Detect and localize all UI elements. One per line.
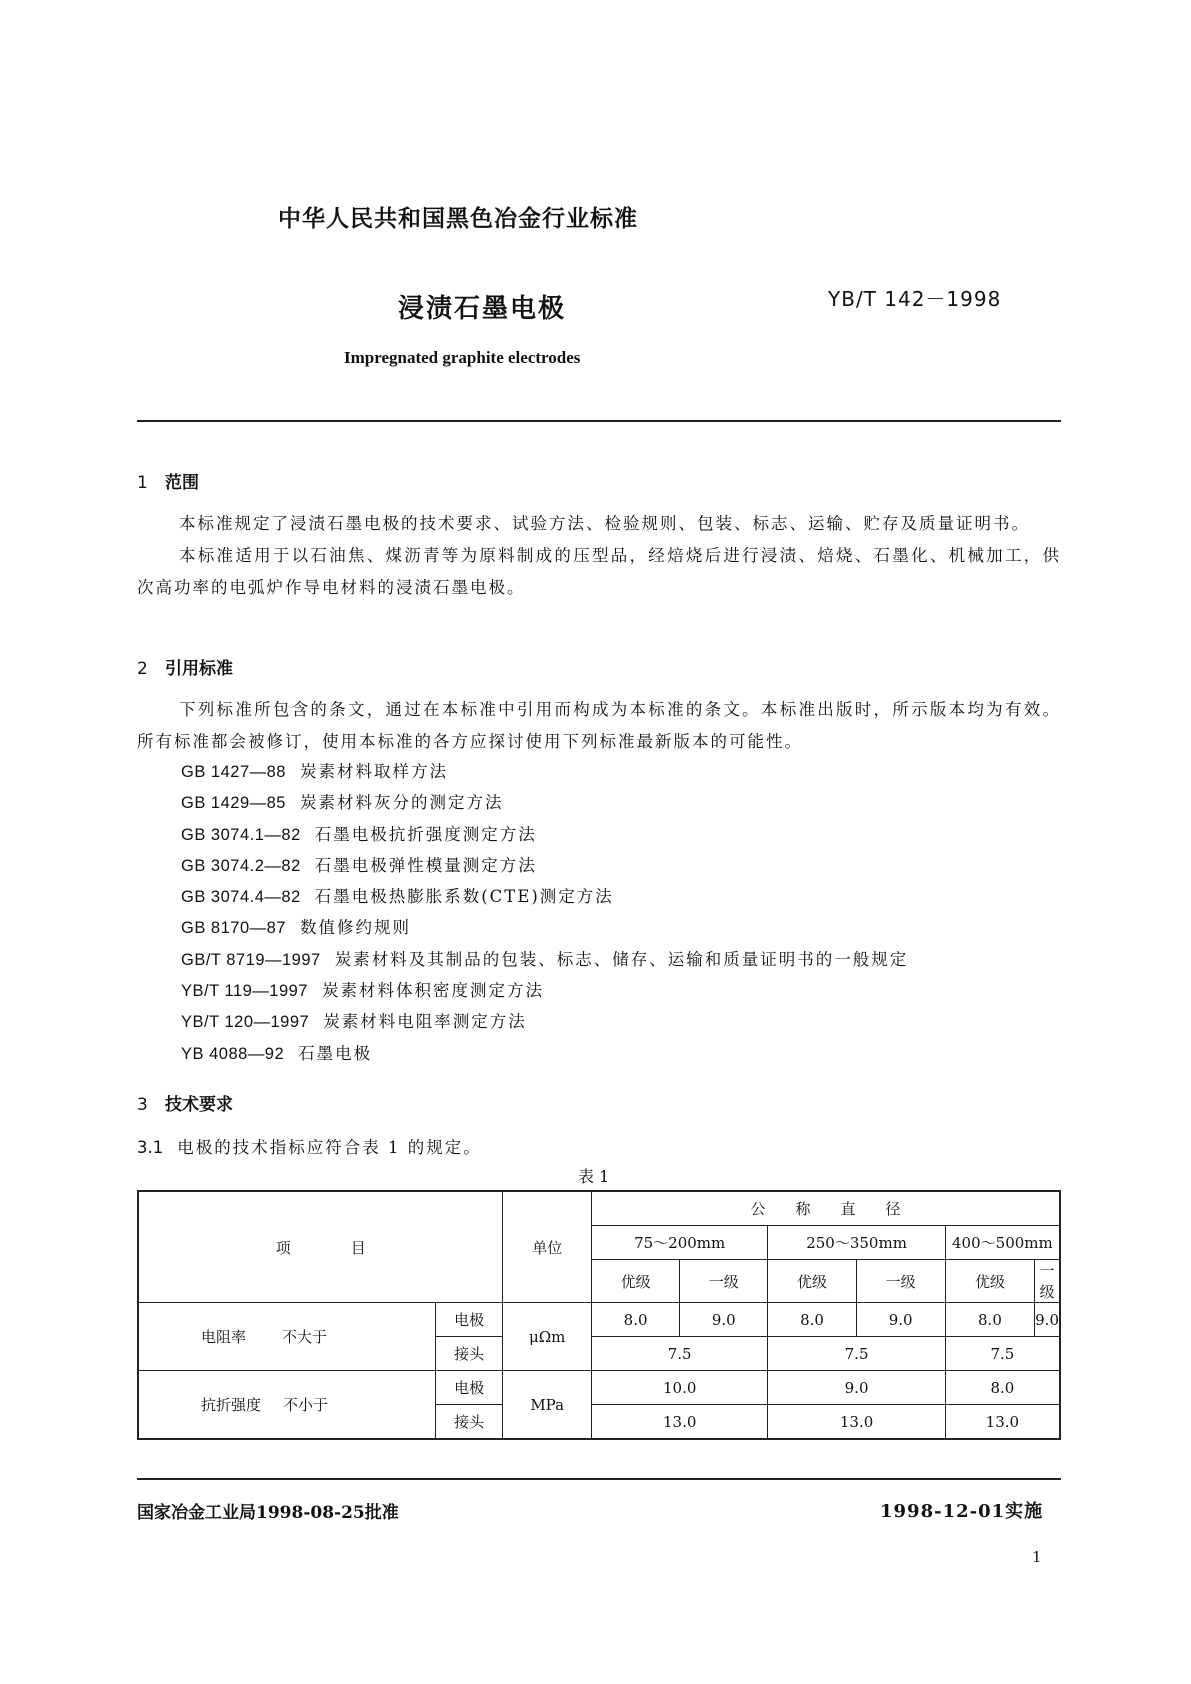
flexural-label [138, 1371, 435, 1440]
value-cell: 13.0 [768, 1405, 945, 1440]
table-row [138, 1303, 1060, 1337]
reference-item [181, 1006, 908, 1037]
grade-header: 优级 [945, 1260, 1034, 1303]
reference-title: 炭素材料电阻率测定方法 [323, 1012, 527, 1032]
value-cell: 8.0 [945, 1371, 1060, 1405]
unit-header: 单位 [503, 1191, 592, 1303]
section-number: 3 [137, 1095, 148, 1115]
value-cell: 10.0 [591, 1371, 767, 1405]
approval-date: 国家冶金工业局1998-08-25批准 [137, 1503, 399, 1523]
item-header: 项 目 [138, 1191, 503, 1303]
table-caption: 表 1 [578, 1167, 610, 1186]
section-3-heading [137, 1090, 233, 1115]
reference-code: GB 3074.4—82 [181, 888, 301, 907]
section-number: 1 [137, 473, 148, 493]
reference-title: 石墨电极 [298, 1043, 373, 1063]
reference-item [181, 975, 908, 1006]
footer-divider [137, 1478, 1061, 1480]
property-name: 电阻率 [201, 1328, 247, 1346]
value-cell: 7.5 [768, 1337, 945, 1371]
reference-item [181, 756, 908, 787]
document-title: 浸渍石墨电极 [398, 294, 567, 324]
value-cell: 9.0 [856, 1303, 945, 1337]
range-header: 250～350mm [768, 1226, 945, 1260]
reference-code: GB 3074.2—82 [181, 856, 301, 875]
section-2-heading [137, 654, 233, 679]
paragraph: 下列标准所包含的条文，通过在本标准中引用而构成为本标准的条文。本标准出版时，所示版本均为有效。所有标准都会被修订，使用本标准的各方应探讨使用下列标准最新版本的可能性。 [137, 700, 1061, 751]
grade-header: 一级 [856, 1260, 945, 1303]
component-label: 接头 [435, 1337, 503, 1371]
effective-date: 1998-12-01实施 [880, 1501, 1044, 1522]
reference-item [181, 944, 908, 975]
section-title: 技术要求 [165, 1095, 233, 1115]
reference-title: 炭素材料取样方法 [299, 762, 448, 781]
clause-3-1 [137, 1134, 482, 1158]
reference-code: YB/T 120—1997 [181, 1013, 310, 1032]
value-cell: 9.0 [768, 1371, 945, 1405]
grade-header: 一级 [680, 1260, 768, 1303]
standard-code: YB/T 142－1998 [828, 287, 1002, 311]
value-cell: 13.0 [945, 1405, 1060, 1440]
grade-header: 优级 [591, 1260, 679, 1303]
value-cell: 8.0 [768, 1303, 856, 1337]
reference-item [181, 787, 908, 818]
property-name: 抗折强度 [201, 1396, 262, 1414]
value-cell: 9.0 [680, 1303, 768, 1337]
clause-number: 3.1 [137, 1138, 164, 1157]
reference-code: GB/T 8719—1997 [181, 950, 321, 969]
unit-cell: MPa [503, 1371, 592, 1440]
page-number: 1 [1032, 1548, 1042, 1566]
reference-item [181, 912, 908, 943]
standard-org: 中华人民共和国黑色冶金行业标准 [278, 205, 638, 232]
reference-title: 石墨电极热膨胀系数(CTE)测定方法 [314, 887, 614, 907]
reference-code: YB/T 119—1997 [181, 982, 308, 1001]
table-1 [137, 1190, 1061, 1440]
reference-title: 数值修约规则 [299, 918, 411, 938]
section-number: 2 [137, 659, 148, 679]
reference-code: GB 8170—87 [181, 919, 286, 938]
component-label: 电极 [435, 1371, 503, 1405]
value-cell: 7.5 [591, 1337, 767, 1371]
grade-header: 一级 [1035, 1260, 1060, 1303]
reference-title: 炭素材料灰分的测定方法 [299, 793, 504, 813]
paragraph: 本标准适用于以石油焦、煤沥青等为原料制成的压型品，经焙烧后进行浸渍、焙烧、石墨化、机械加工，供次高功率的电弧炉作导电材料的浸渍石墨电极。 [137, 546, 1061, 597]
diameter-header: 公 称 直 径 [591, 1191, 1060, 1226]
value-cell: 8.0 [945, 1303, 1034, 1337]
reference-title: 石墨电极抗折强度测定方法 [314, 824, 537, 844]
reference-item [181, 881, 908, 912]
property-limit: 不大于 [282, 1328, 328, 1346]
reference-code: YB 4088—92 [181, 1044, 285, 1063]
range-header: 75～200mm [591, 1226, 767, 1260]
reference-title: 炭素材料及其制品的包装、标志、储存、运输和质量证明书的一般规定 [334, 949, 909, 969]
table-row [138, 1371, 1060, 1405]
value-cell: 9.0 [1035, 1303, 1060, 1337]
grade-header: 优级 [768, 1260, 856, 1303]
paragraph: 本标准规定了浸渍石墨电极的技术要求、试验方法、检验规则、包装、标志、运输、贮存及质量证明书。 [179, 514, 1030, 533]
english-title: Impregnated graphite electrodes [344, 348, 581, 367]
clause-text: 电极的技术指标应符合表 1 的规定。 [177, 1138, 482, 1157]
reference-title: 石墨电极弹性模量测定方法 [314, 855, 537, 875]
value-cell: 13.0 [591, 1405, 767, 1440]
value-cell: 8.0 [591, 1303, 679, 1337]
property-limit: 不小于 [283, 1396, 329, 1414]
reference-code: GB 1427—88 [181, 763, 286, 781]
value-cell: 7.5 [945, 1337, 1060, 1371]
reference-item [181, 819, 908, 850]
header-divider [137, 420, 1061, 422]
reference-code: GB 1429—85 [181, 794, 286, 813]
section-1-heading [137, 468, 199, 493]
section-title: 范围 [165, 473, 199, 493]
section-1-body [137, 508, 1061, 604]
range-header: 400～500mm [945, 1226, 1060, 1260]
component-label: 电极 [435, 1303, 503, 1337]
resistivity-label [138, 1303, 435, 1371]
reference-title: 炭素材料体积密度测定方法 [321, 981, 544, 1001]
section-title: 引用标准 [165, 659, 233, 679]
unit-cell: μΩm [503, 1303, 592, 1371]
reference-list [181, 756, 908, 1069]
section-2-body [137, 694, 1061, 758]
reference-item [181, 850, 908, 881]
component-label: 接头 [435, 1405, 503, 1440]
reference-item [181, 1038, 908, 1069]
reference-code: GB 3074.1—82 [181, 825, 301, 844]
